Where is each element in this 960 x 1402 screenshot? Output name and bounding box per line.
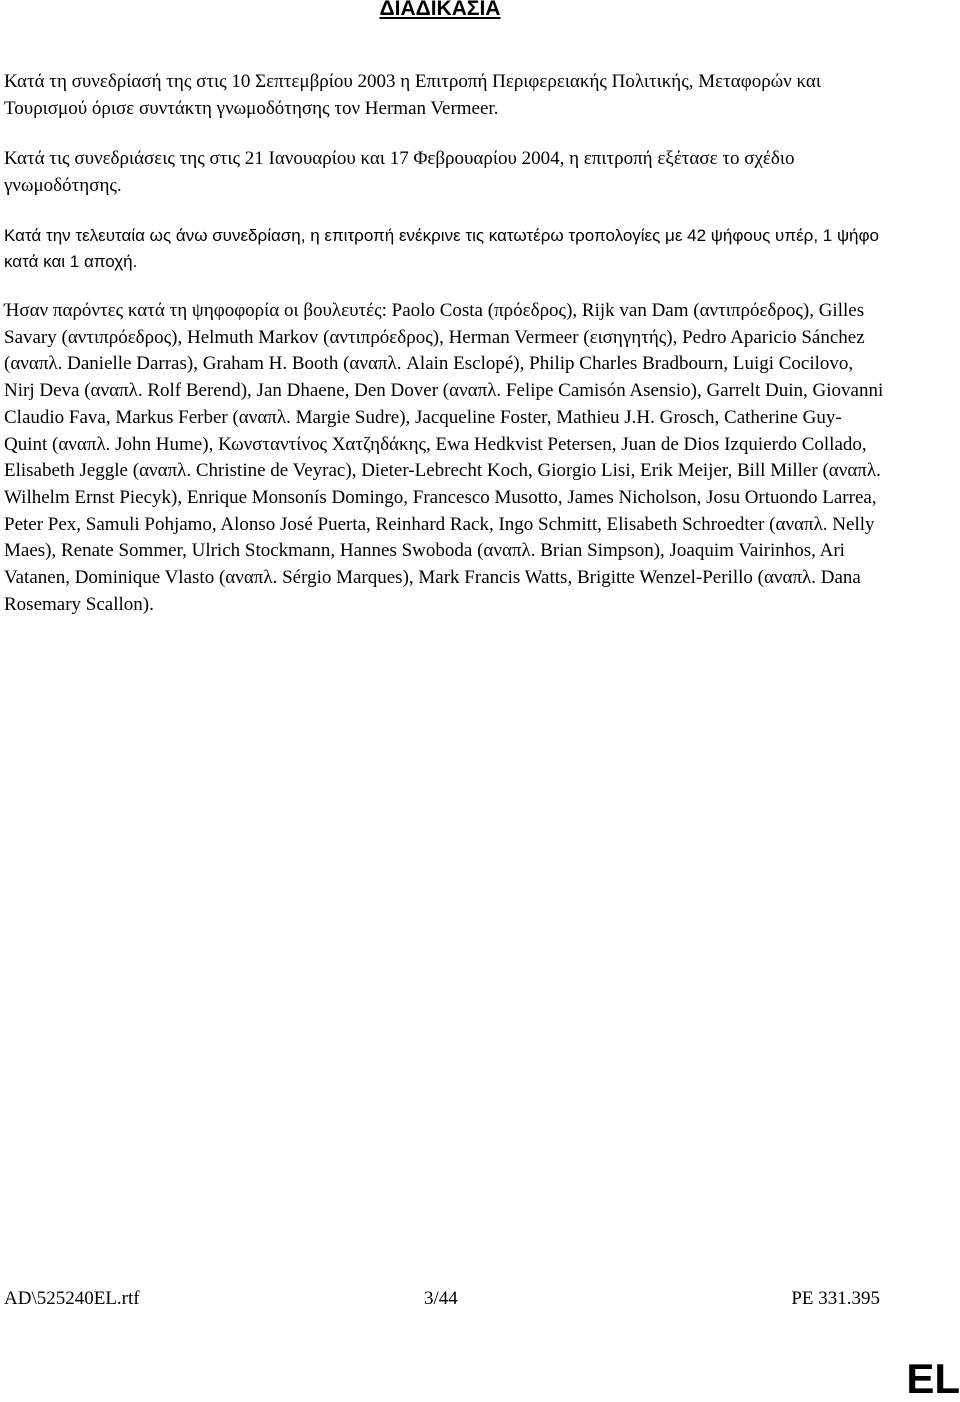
paragraph-vote-result: Κατά την τελευταία ως άνω συνεδρίαση, η επιτροπή ενέκρινε τις κατωτέρω τροπολογίες με 42 ψήφους υπέρ, 1 ψήφο κατά και 1 αποχή. <box>4 226 879 271</box>
page-footer <box>4 1286 880 1312</box>
paragraph-appointment: Κατά τη συνεδρίασή της στις 10 Σεπτεμβρίου 2003 η Επιτροπή Περιφερειακής Πολιτικής, Μεταφορών και Τουρισμού όρισε συντάκτη γνωμοδότησης τον Herman Vermeer. <box>4 71 821 119</box>
footer-document-reference: AD\525240EL.rtf <box>4 1288 140 1309</box>
language-code: EL <box>906 1355 960 1402</box>
paragraph-meetings: Κατά τις συνεδριάσεις της στις 21 Ιανουαρίου και 17 Φεβρουαρίου 2004, η επιτροπή εξέτασε το σχέδιο γνωμοδότησης. <box>4 148 795 196</box>
paragraph-members-present: Ήσαν παρόντες κατά τη ψηφοφορία οι βουλευτές: Paolo Costa (πρόεδρος), Rijk van Dam (αντιπρόεδρος), Gilles Savary (αντιπρόεδρος), Helmuth Markov (αντιπρόεδρος), Herman Vermeer (εισηγητής), Pedro Aparicio Sánchez (αναπλ. Danielle Darras), Graham H. Booth (αναπλ. Alain Esclopé), Philip Charles Bradbourn, Luigi Cocilovo, Nirj Deva (αναπλ. Rolf Berend), Jan Dhaene, Den Dover (αναπλ. Felipe Camisón Asensio), Garrelt Duin, Giovanni Claudio Fava, Markus Ferber (αναπλ. Margie Sudre), Jacqueline Foster, Mathieu J.H. Grosch, Catherine Guy-Quint (αναπλ. John Hume), Κωνσταντίνος Χατζηδάκης, Ewa Hedkvist Petersen, Juan de Dios Izquierdo Collado, Elisabeth Jeggle (αναπλ. Christine de Veyrac), Dieter-Lebrecht Koch, Giorgio Lisi, Erik Meijer, Bill Miller (αναπλ. Wilhelm Ernst Piecyk), Enrique Monsonís Domingo, Francesco Musotto, James Nicholson, Josu Ortuondo Larrea, Peter Pex, Samuli Pohjamo, Alonso José Puerta, Reinhard Rack, Ingo Schmitt, Elisabeth Schroedter (αναπλ. Nelly Maes), Renate Sommer, Ulrich Stockmann, Hannes Swoboda (αναπλ. Brian Simpson), Joaquim Vairinhos, Ari Vatanen, Dominique Vlasto (αναπλ. Sérgio Marques), Mark Francis Watts, Brigitte Wenzel-Perillo (αναπλ. Dana Rosemary Scallon). <box>4 300 884 615</box>
page-title: ΔΙΑΔΙΚΑΣΙΑ <box>379 0 501 20</box>
footer-pe-number: PE 331.395 <box>791 1288 880 1309</box>
footer-page-number: 3/44 <box>424 1288 458 1309</box>
